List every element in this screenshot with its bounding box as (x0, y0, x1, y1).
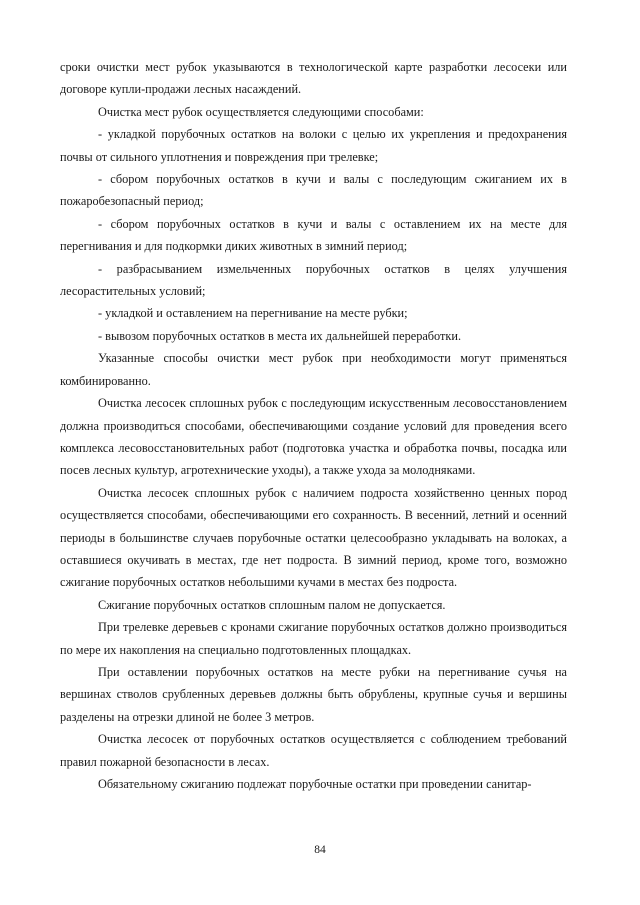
paragraph: Указанные способы очистки мест рубок при необходимости могут применяться комбинированно. (60, 351, 567, 388)
paragraph: Очистка лесосек сплошных рубок с наличием подроста хозяйственно ценных пород осуществляется способами, обеспечивающими его сохранность. В весенний, летний и осенний периоды в большинстве случаев порубочные остатки целесообразно укладывать на волоках, а оставшиеся окучивать в местах, где нет подроста. В зимний период, кроме того, возможно сжигание порубочных остатков небольшими кучами в местах без подроста. (60, 485, 567, 590)
page-number: 84 (314, 844, 326, 856)
paragraph: - укладкой порубочных остатков на волоки с целью их укрепления и предохранения почвы от сильного уплотнения и повреждения при трелевке; (60, 127, 567, 164)
paragraph: - вывозом порубочных остатков в места их дальнейшей переработки. (98, 328, 462, 343)
body-text (60, 56, 567, 795)
paragraph: - сбором порубочных остатков в кучи и валы с последующим сжиганием их в пожаробезопасный период; (60, 172, 567, 209)
paragraph: сроки очистки мест рубок указываются в технологической карте разработки лесосеки или договоре купли-продажи лесных насаждений. (60, 60, 567, 97)
paragraph: Очистка мест рубок осуществляется следующими способами: (98, 104, 424, 119)
paragraph: При оставлении порубочных остатков на месте рубки на перегнивание сучья на вершинах стволов срубленных деревьев должны быть обрублены, крупные сучья и вершины разделены на отрезки длиной не более 3 метров. (60, 664, 567, 724)
paragraph: - разбрасыванием измельченных порубочных остатков в целях улучшения лесорастительных условий; (60, 261, 567, 299)
paragraph: Сжигание порубочных остатков сплошным палом не допускается. (98, 597, 446, 612)
paragraph: - сбором порубочных остатков в кучи и валы с оставлением их на месте для перегнивания и для подкормки диких животных в зимний период; (60, 216, 567, 254)
paragraph: При трелевке деревьев с кронами сжигание порубочных остатков должно производиться по мере их накопления на специально подготовленных площадках. (60, 620, 567, 657)
paragraph: Очистка лесосек сплошных рубок с последующим искусственным лесовосстановлением должна производиться способами, обеспечивающими создание условий для проведения всего комплекса лесовосстановительных работ (подготовка участка и обработка почвы, посадка или посев лесных культур, агротехнические уходы), а также ухода за молодняками. (60, 396, 567, 478)
paragraph: Очистка лесосек от порубочных остатков осуществляется с соблюдением требований правил пожарной безопасности в лесах. (60, 732, 567, 769)
paragraph: Обязательному сжиганию подлежат порубочные остатки при проведении санитар- (98, 777, 532, 791)
paragraph: - укладкой и оставлением на перегнивание на месте рубки; (98, 306, 408, 321)
